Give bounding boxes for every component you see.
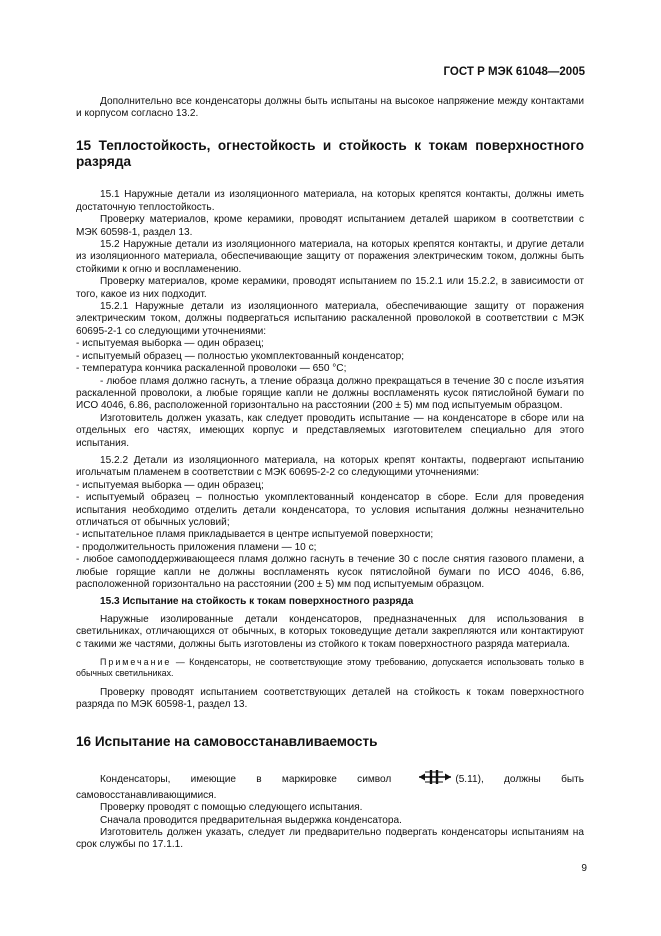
list-item: - температура кончика раскаленной проволоки — 650 °С; [76,363,347,375]
page-number: 9 [581,863,587,874]
list-item: - продолжительность приложения пламени — 10 с; [76,541,317,553]
para-15-3-check: Проверку проводят испытанием соответствующих деталей на стойкость к токам поверхностного разряда по МЭК 60598-1, раздел 13. [76,686,584,711]
para-15-2-check: Проверку материалов, кроме керамики, проводят испытанием по 15.2.1 или 15.2.2, в зависимости от того, какое из них подходит. [76,276,584,300]
self-healing-symbol-icon [394,769,452,789]
list-item: - испытуемая выборка — один образец; [76,479,264,491]
intro-paragraph: Дополнительно все конденсаторы должны быть испытаны на высокое напряжение между контактами и корпусом согласно 13.2. [76,96,584,120]
list-item: - любое самоподдерживающееся пламя должно гаснуть в течение 30 с после снятия газового пламени, а любые горящие капли не должны воспламенять кусок пятислойной бумаги по ИСО 4046, 6.86, расположенной горизонтально на расстоянии (200 ± 5) мм под испытуемым образцом. [76,554,584,590]
list-item: - любое пламя должно гаснуть, а тление образца должно прекращаться в течение 30 с после изъятия раскаленной проволоки, а любые горящие капли не должны воспламенять кусок пятислойной бумаги по ИСО 4046, 6.86, расположенной горизонтально на расстоянии (200 ± 5) мм под испытуемым образцом. [76,375,584,412]
section-15-title: 15 Теплостойкость, огнестойкость и стойкость к токам поверхностного разряда [76,137,584,169]
para-15-1: 15.1 Наружные детали из изоляционного материала, на которых крепятся контакты, должны иметь достаточную теплостойкость. [76,189,584,213]
para-15-2-1: 15.2.1 Наружные детали из изоляционного материала, обеспечивающие защиту от поражения электрическим током, должны подвергаться испытанию раскаленной проволокой в соответствии с МЭК 60695-2-1 со следующими уточнениями: [76,301,584,337]
para-15-2-1-manufacturer: Изготовитель должен указать, как следует проводить испытание — на конденсаторе в сборе или на отдельных его частях, имеющих корпус и представляемых изготовителем специально для этого испытания. [76,412,584,449]
para-16-3: Сначала проводится предварительная выдержка конденсатора. [100,814,402,826]
para-16-2: Проверку проводят с помощью следующего испытания. [100,802,363,814]
page-content [76,96,584,852]
note [76,657,584,680]
subsection-15-3-title: 15.3 Испытание на стойкость к токам поверхностного разряда [100,596,414,608]
para-15-3: Наружные изолированные детали конденсаторов, предназначенных для использования в светильниках, отличающихся от обычных, в которых токоведущие детали закрепляются или контактируют с такими же частями, должны быть изготовлены из стойкого к токам поверхностного разряда материала. [76,613,584,650]
section-16-title: 16 Испытание на самовосстанавливаемость [76,733,378,749]
para-16-4: Изготовитель должен указать, следует ли предварительно подвергать конденсаторы испытаниям на срок службы по 17.1.1. [76,827,584,851]
list-item: - испытуемый образец — полностью укомплектованный конденсатор; [76,350,405,362]
note-text: — Конденсаторы, не соответствующие этому требованию, допускается использовать только в обычных светильниках. [76,657,584,679]
list-item: - испытательное пламя прикладывается в центре испытуемой поверхности; [76,529,434,541]
para-15-2: 15.2 Наружные детали из изоляционного материала, на которых крепятся контакты, и другие детали из изоляционного материала, обеспечивающие защиту от поражения электрическим током, должны быть стойкими к огню и воспламенению. [76,239,584,275]
para-16-1-end: (5.11), должны быть самовосстанавливающимися. [76,774,584,801]
document-header: ГОСТ Р МЭК 61048—2005 [443,66,585,78]
para-15-2-2: 15.2.2 Детали из изоляционного материала, на которых крепят контакты, подвергают испытанию игольчатым пламенем в соответствии с МЭК 60695-2-2 со следующими уточнениями: [76,454,584,479]
list-item: - испытуемый образец – полностью укомплектованный конденсатор в сборе. Если для проведения испытания необходимо отделить детали конденсатора, то условия испытания должны незначительно отличаться от обычных условий; [76,492,584,528]
para-16-1 [76,769,584,802]
list-item: - испытуемая выборка — один образец; [76,338,264,350]
para-15-1-check: Проверку материалов, кроме керамики, проводят испытанием деталей шариком в соответствии с МЭК 60598-1, раздел 13. [76,214,584,238]
note-label: Примечание [100,657,172,668]
para-16-1-start: Конденсаторы, имеющие в маркировке символ [100,774,392,786]
